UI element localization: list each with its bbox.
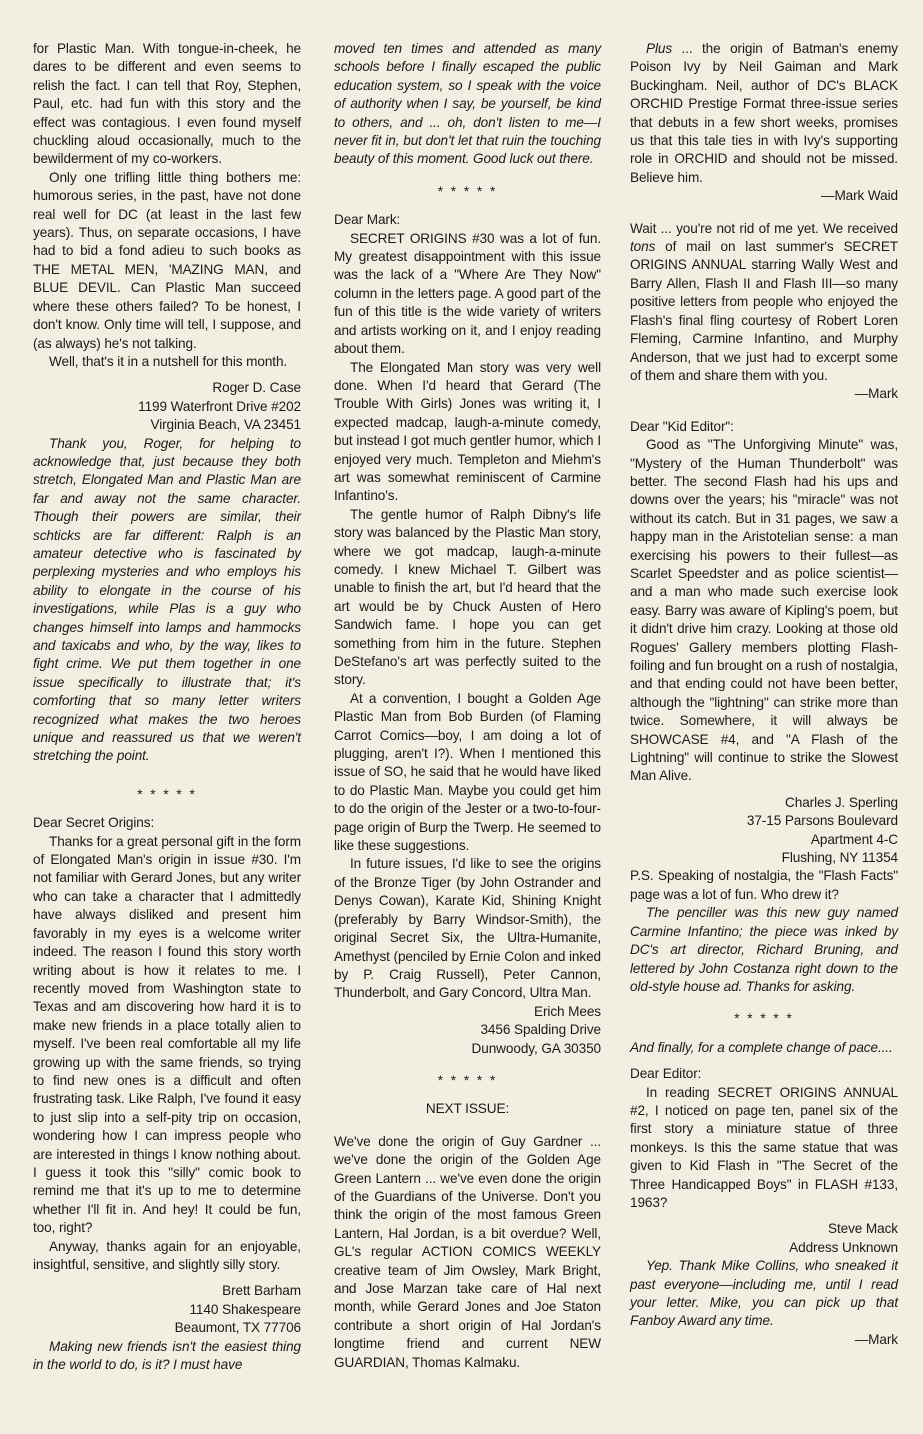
editor-reply: Thank you, Roger, for helping to acknowledge that, just because they both stretch, Elongated Man and Plastic Man are far and away not the same character. Though their powers are similar, their schticks are far different: Ralph is an amateur detective who is fascinated by perplexing mysteries and who employs his ability to elongate in the course of his investigations, while Plas is a guy who changes himself into lamps and hammocks and taxicabs and who, by the way, likes to fight crime. We put them together in one issue specifically to illustrate that; it's comforting that so many letter writers recognized what makes the two heroes unique and reassured us that we weren't stretching the point. <box>33 435 301 764</box>
letter-paragraph: Well, that's it in a nutshell for this month. <box>49 353 288 369</box>
signature-address: Apartment 4-C <box>810 831 898 847</box>
section-divider: * * * * * <box>437 183 498 199</box>
signature-name: —Mark <box>854 386 898 402</box>
signature-name: Steve Mack <box>827 1221 898 1237</box>
signature-name: Erich Mees <box>534 1003 601 1019</box>
letter-paragraph: In future issues, I'd like to see the origins of the Bronze Tiger (by John Ostrander and Denys Cowan), Karate Kid, Shining Knight (preferably by Barry Windsor-Smith), the original Secret Six, the Ultra-Humanite, Amethyst (penciled by Ernie Colon and inked by P. Craig Russell), Peter Cannon, Thunderbolt, and Gary Concord, Ultra Man. <box>334 856 601 1001</box>
postscript: P.S. Speaking of nostalgia, the "Flash Facts" page was a lot of fun. Who drew it? <box>630 868 898 902</box>
salutation: Dear Secret Origins: <box>33 815 155 831</box>
editor-reply: The penciller was this new guy named Carmine Infantino; the piece was inked by DC's art director, Richard Bruning, and lettered by John Costanza right down to the old-style house ad. Thanks for asking. <box>630 905 898 994</box>
column-3 <box>630 40 898 1349</box>
salutation: Dear Editor: <box>630 1066 702 1082</box>
signature-address: 1199 Waterfront Drive #202 <box>138 398 301 414</box>
signature-address: Address Unknown <box>789 1239 898 1255</box>
next-issue-plus <box>630 40 898 187</box>
letter-paragraph: At a convention, I bought a Golden Age Plastic Man from Bob Burden (of Flaming Carrot Comics—boy, I am doing a lot of plugging, aren't I?). When I mentioned this issue of SO, he said that he would have liked to do Plastic Man. Maybe you could get him to do the origin of the Jester or a two-to-four-page origin of Burp the Twerp. He seemed to like these suggestions. <box>334 690 601 854</box>
editor-note-emph: tons <box>630 239 656 255</box>
letter-paragraph: for Plastic Man. With tongue-in-cheek, he dares to be different and even seems to relish the fact. I can tell that Roy, Stephen, Paul, etc. had fun with this story and the effect was contagious. I even found myself chuckling aloud occasionally, much to the bewilderment of my co-workers. <box>33 41 301 167</box>
signature-address: 3456 Spalding Drive <box>480 1022 601 1038</box>
signature-city: Beaumont, TX 77706 <box>174 1320 301 1336</box>
signature-address: 37-15 Parsons Boulevard <box>746 813 898 829</box>
letter-paragraph: In reading SECRET ORIGINS ANNUAL #2, I noticed on page ten, panel six of the first story a miniature statue of three monkeys. Is this the same statue that was given to Kid Flash in "The Secret of the Three Handicapped Boys" in FLASH #133, 1963? <box>630 1084 898 1210</box>
signature-name: Charles J. Sperling <box>785 794 898 810</box>
editor-note-a: Wait ... you're not rid of me yet. We received <box>630 220 898 236</box>
section-divider: * * * * * <box>437 1072 498 1088</box>
section-divider: * * * * * <box>137 786 197 802</box>
column-2 <box>334 40 601 1372</box>
editor-reply-continued: moved ten times and attended as many schools before I finally escaped the public education system, so I speak with the voice of authority when I say, be yourself, be kind to others, and ... oh, don't listen to me—I never fit in, but don't let that ruin the touching beauty of this moment. Good luck out there. <box>334 41 601 167</box>
plus-text: ... the origin of Batman's enemy Poison Ivy by Neil Gaiman and Mark Buckingham. Neil, author of DC's BLACK ORCHID Prestige Format three-issue series that debuts in a few short weeks, promises us that this tale ties in with Ivy's supporting role in ORCHID and should not be missed. Believe him. <box>630 41 898 185</box>
column-1 <box>33 40 301 1374</box>
signature-city: Virginia Beach, VA 23451 <box>150 417 301 433</box>
letter-paragraph: The gentle humor of Ralph Dibny's life story was balanced by the Plastic Man story, where we got madcap, laugh-a-minute comedy. I knew Michael T. Gilbert was unable to finish the art, but I'd heard that the art would be by Chuck Austen of Hero Sandwich fame. I hope you can get something from him in the future. Stephen DeStefano's art was perfectly suited to the story. <box>334 506 601 688</box>
signature-name: —Mark <box>854 1331 898 1347</box>
signature-name: Roger D. Case <box>212 380 301 396</box>
editor-note-c: of mail on last summer's SECRET ORIGINS ANNUAL starring Wally West and Barry Allen, Flash II and Flash III—so many positive letters from people who enjoyed the Flash's final fling courtesy of Robert Loren Fleming, Carmine Infantino, and Murphy Anderson, that we just had to excerpt some of them and share them with you. <box>630 239 898 383</box>
letter-paragraph: SECRET ORIGINS #30 was a lot of fun. My greatest disappointment with this issue was the lack of a "Where Are They Now" column in the letters page. A good part of the fun of this title is the wide variety of writers and artists working on it, and I enjoy reading about them. <box>334 230 601 357</box>
signature-city: Dunwoody, GA 30350 <box>471 1040 601 1056</box>
salutation: Dear "Kid Editor": <box>630 418 734 434</box>
letter-paragraph: Good as "The Unforgiving Minute" was, "Mystery of the Human Thunderbolt" was better. The second Flash had his ups and downs over the years; his "miracle" was not without its catch. But in 31 pages, we saw a happy man in the Aristotelian sense: a man exercising his powers to their fullest—as Scarlet Speedster and as police scientist—and a man who made such exercise look easy. Barry was aware of Kipling's poem, but it didn't drive him crazy. Looking at those old Rogues' Gallery members plotting Flash-foiling and fun brought on a rush of nostalgia, and that ending could not have been better, although the "lightning" can strike more than twice. Somewhere, it will always be SHOWCASE #4, and "A Flash of the Lightning" will continue to strike the Slowest Man Alive. <box>630 437 898 784</box>
signature-city: Flushing, NY 11354 <box>781 850 898 866</box>
editor-reply: Yep. Thank Mike Collins, who sneaked it past everyone—including me, until I read your letter. Mike, you can pick up that Fanboy Award any time. <box>630 1258 898 1329</box>
editor-reply: Making new friends isn't the easiest thing in the world to do, is it? I must have <box>33 1338 301 1373</box>
signature-address: 1140 Shakespeare <box>189 1301 301 1317</box>
next-issue-heading: NEXT ISSUE: <box>425 1101 510 1117</box>
signature-name: Brett Barham <box>222 1283 301 1299</box>
salutation: Dear Mark: <box>334 212 401 228</box>
next-issue-text: We've done the origin of Guy Gardner ... we've done the origin of the Golden Age Green Lantern ... we've even done the origin of the Guardians of the Universe. Don't you think the origin of the most famous Green Lantern, Hal Jordan, is a bit overdue? Well, GL's regular ACTION COMICS WEEKLY creative team of Jim Owsley, Mark Bright, and Jose Marzan take care of Hal next month, while Gerard Jones and Joe Staton contribute a short origin of Hal Jordan's longtime friend and current NEW GUARDIAN, Thomas Kalmaku. <box>334 1133 601 1370</box>
letter-paragraph: Thanks for a great personal gift in the form of Elongated Man's origin in issue #30. I'm not familiar with Gerard Jones, but any writer who can take a character that I admittedly have always disliked and present him favorably in my eyes is a welcome writer indeed. The reason I found this story worth writing about is how it relates to me. I recently moved from Washington state to Texas and am discovering how hard it is to make new friends in a place totally alien to myself. I've been real comfortable all my life growing up with the same friends, so trying to find new ones is a difficult and often frustrating task. Like Ralph, I've found it easy to just slip into a self-pity trip on occasion, wondering how I can impress people who are interested in things I know nothing about. I guess it took this "silly" comic book to remind me that it's up to me to determine whether I'll fit in. And hey! It could be fun, too, right? <box>33 833 301 1236</box>
letter-paragraph: Anyway, thanks again for an enjoyable, insightful, sensitive, and slightly silly story. <box>33 1238 301 1272</box>
plus-lead: Plus <box>646 41 673 56</box>
section-divider: * * * * * <box>734 1011 794 1027</box>
letter-paragraph: The Elongated Man story was very well done. When I'd heard that Gerard (The Trouble With Girls) Jones was writing it, I expected madcap, laugh-a-minute comedy, but instead I got much gentler humor, which I enjoyed very much. Templeton and Miehm's art was somewhat reminiscent of Carmine Infantino's. <box>334 359 601 504</box>
editor-note <box>630 220 898 386</box>
signature-name: —Mark Waid <box>820 188 898 204</box>
editor-note: And finally, for a complete change of pace.... <box>630 1039 893 1055</box>
letter-paragraph: Only one trifling little thing bothers me: humorous series, in the past, have not done real well for DC (at least in the last few years). Thus, on separate occasions, I have had to bid a fond adieu to such books as THE METAL MEN, 'MAZING MAN, and BLUE DEVIL. Can Plastic Man succeed where these others failed? To be honest, I don't know. Only time will tell, I suppose, and (as always) he's not talking. <box>33 169 301 351</box>
